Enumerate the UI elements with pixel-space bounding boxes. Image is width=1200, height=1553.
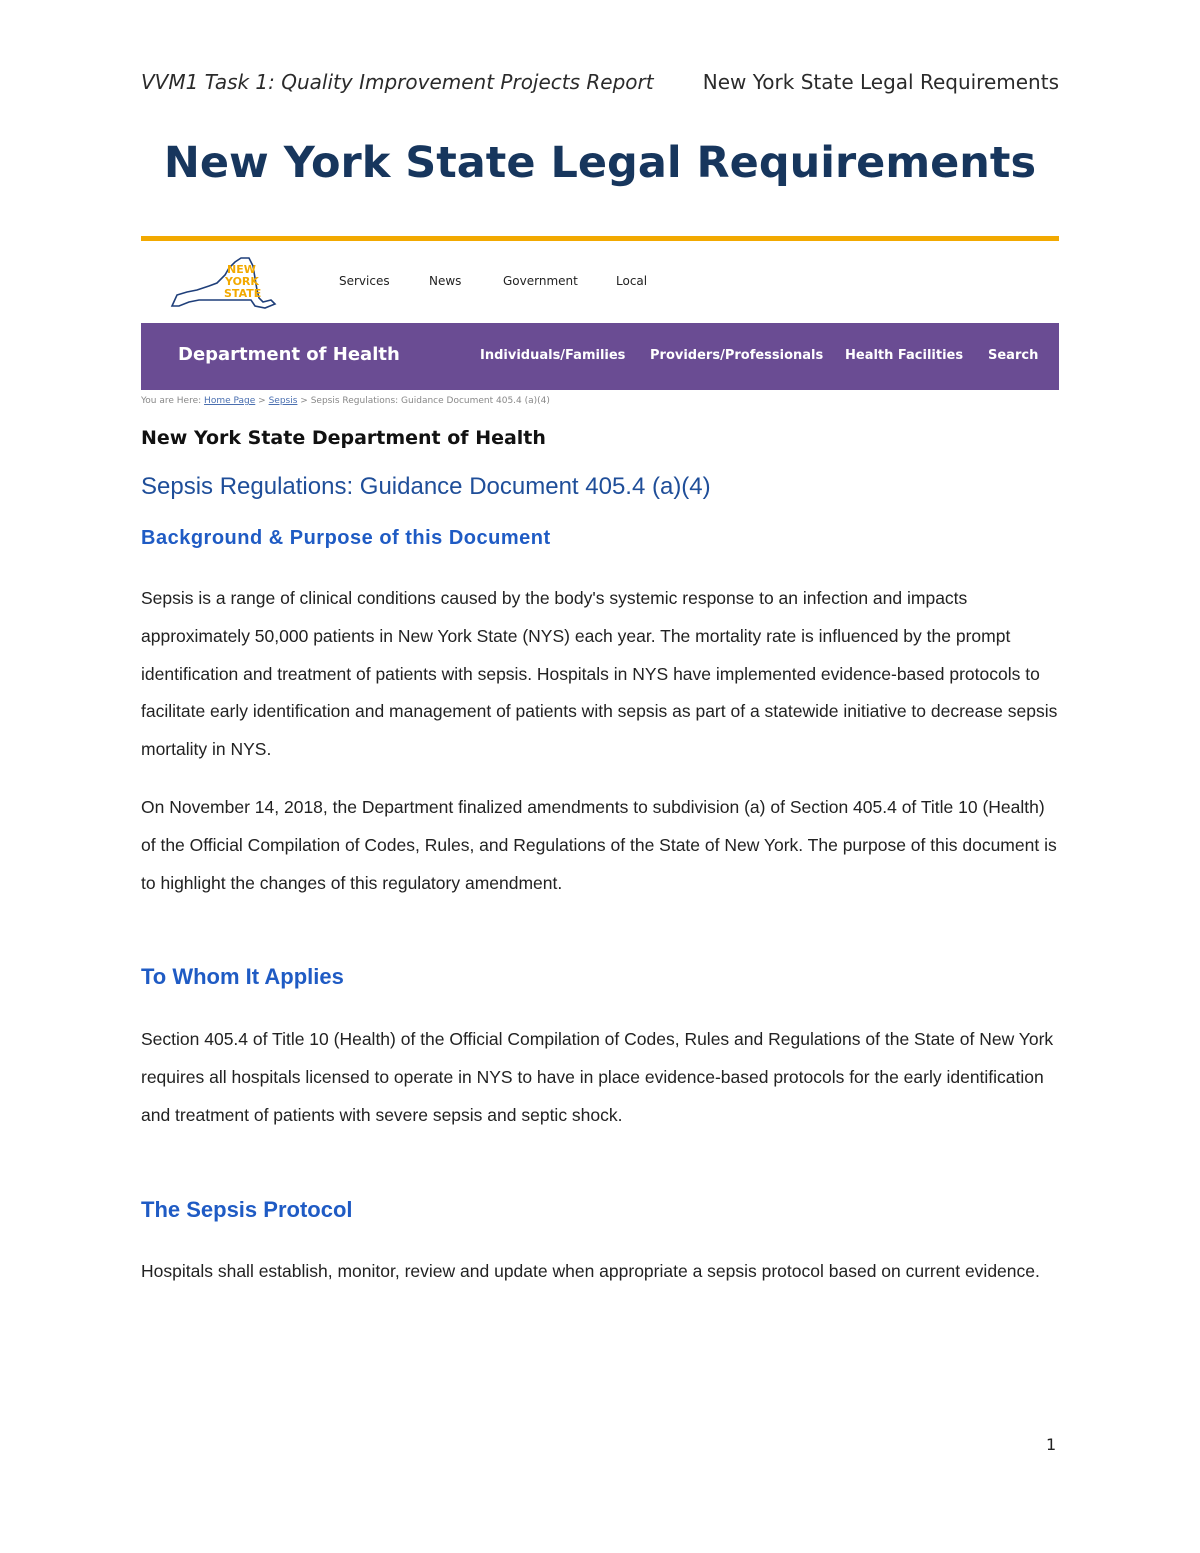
header-left-text: VVM1 Task 1: Quality Improvement Projects Report: [141, 70, 654, 94]
department-name[interactable]: Department of Health: [178, 344, 400, 365]
logo-word-state: STATE: [224, 287, 262, 300]
nav-search[interactable]: Search: [988, 348, 1039, 363]
breadcrumb: [141, 396, 550, 406]
section-heading-protocol: The Sepsis Protocol: [141, 1197, 353, 1222]
nav-providers-professionals[interactable]: Providers/Professionals: [650, 348, 824, 363]
running-header: [141, 70, 1059, 98]
nys-logo: [169, 250, 279, 312]
department-bar: [141, 323, 1059, 390]
logo-word-york: YORK: [225, 275, 259, 288]
nav-services[interactable]: Services: [339, 274, 390, 288]
breadcrumb-prefix: You are Here:: [141, 396, 202, 406]
state-outline-icon: [172, 258, 275, 308]
nav-individuals-families[interactable]: Individuals/Families: [480, 348, 626, 363]
gold-rule: [141, 236, 1059, 241]
breadcrumb-sepsis-link[interactable]: Sepsis: [268, 396, 298, 406]
breadcrumb-separator: >: [300, 396, 308, 406]
nav-government[interactable]: Government: [503, 274, 578, 288]
nav-local[interactable]: Local: [616, 274, 648, 288]
organization-heading: New York State Department of Health: [141, 427, 546, 449]
page-number: 1: [1046, 1435, 1057, 1454]
nav-health-facilities[interactable]: Health Facilities: [845, 348, 964, 363]
document-heading: Sepsis Regulations: Guidance Document 405.4 (a)(4): [141, 473, 711, 500]
nav-news[interactable]: News: [429, 274, 462, 288]
section-heading-background: Background & Purpose of this Document: [141, 527, 551, 549]
paragraph-to-whom: Section 405.4 of Title 10 (Health) of the Official Compilation of Codes, Rules and Regulations of the State of New York requires all hospitals licensed to operate in NYS to have in place evidence-based protocols for the early identification and treatment of patients with severe sepsis and septic shock.: [141, 1029, 1054, 1125]
paragraph-protocol: Hospitals shall establish, monitor, review and update when appropriate a sepsis protocol based on current evidence.: [141, 1261, 1040, 1281]
document-title: New York State Legal Requirements: [163, 138, 1037, 188]
breadcrumb-separator: >: [258, 396, 266, 406]
website-screenshot: [141, 236, 1059, 412]
paragraph-background-2: On November 14, 2018, the Department finalized amendments to subdivision (a) of Section 405.4 of Title 10 (Health) of the Official Compilation of Codes, Rules, and Regulations of the State of New York. The purpose of this document is to highlight the changes of this regulatory amendment.: [141, 797, 1057, 893]
header-right-text: New York State Legal Requirements: [702, 70, 1059, 94]
breadcrumb-home-link[interactable]: Home Page: [204, 396, 256, 406]
paragraph-background-1: Sepsis is a range of clinical conditions caused by the body's systemic response to an infection and impacts approximately 50,000 patients in New York State (NYS) each year. The mortality rate is influenced by the prompt identification and treatment of patients with sepsis. Hospitals in NYS have implemented evidence-based protocols to facilitate early identification and management of patients with sepsis as part of a statewide initiative to decrease sepsis mortality in NYS.: [141, 588, 1058, 760]
breadcrumb-current: Sepsis Regulations: Guidance Document 405.4 (a)(4): [310, 396, 550, 406]
section-heading-to-whom: To Whom It Applies: [141, 964, 344, 989]
logo-word-new: NEW: [227, 263, 256, 276]
